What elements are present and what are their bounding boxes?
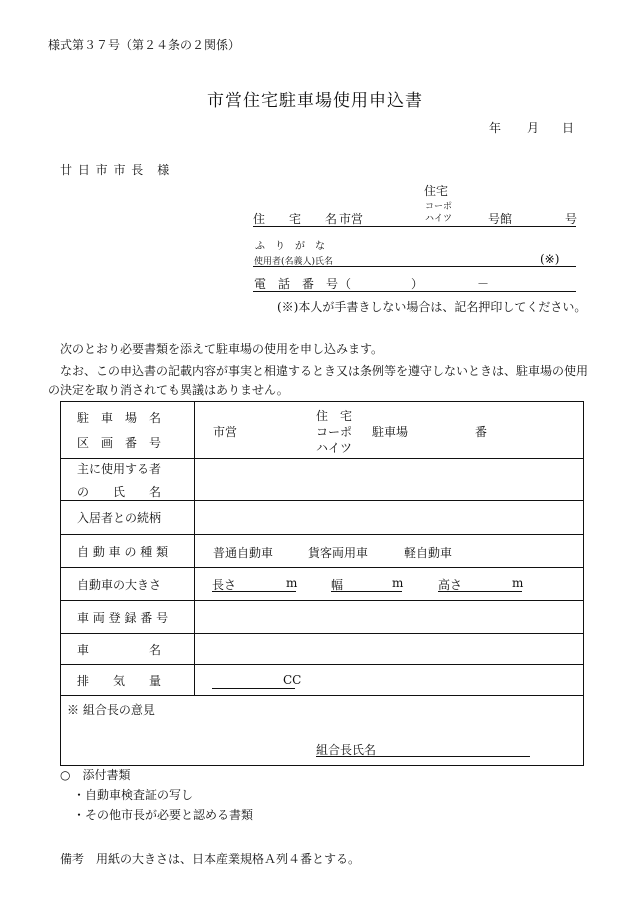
- housing-type-copo: コーポ: [425, 202, 453, 212]
- address-line[interactable]: [253, 210, 576, 227]
- handwriting-note: (※)本人が手書きしない場合は、記名押印してください。: [277, 300, 587, 314]
- user-name-field[interactable]: [195, 459, 584, 501]
- parking-number-suffix: 番: [475, 425, 488, 439]
- housing-type-jutaku: 住宅: [424, 184, 449, 198]
- parking-name-label: 駐 車 場 名: [77, 411, 162, 425]
- addressee: 廿 日 市 市 長 様: [60, 163, 171, 177]
- address-label: 住 宅 名: [253, 212, 338, 226]
- table-row-displacement: [61, 665, 584, 696]
- table-row-parking: [61, 402, 584, 459]
- car-name-field[interactable]: [195, 634, 584, 665]
- displacement-field[interactable]: [195, 665, 584, 696]
- width-unit: m: [392, 576, 404, 590]
- width-label: 幅: [331, 578, 344, 592]
- vehicle-size-label: 自動車の大きさ: [61, 568, 195, 601]
- relation-label: 入居者との続柄: [61, 501, 195, 535]
- parking-value-cell[interactable]: [195, 402, 584, 459]
- car-name-label: 車 名: [61, 634, 195, 665]
- parking-type-heights: ハイツ: [316, 441, 353, 455]
- statement-line-2: なお、この申込書の記載内容が事実と相違するとき又は条例等を遵守しないときは、駐車場の使用: [60, 364, 589, 378]
- attachments-heading: ○ 添付書類: [60, 768, 131, 782]
- option-regular-car[interactable]: 普通自動車: [213, 546, 274, 560]
- parking-type-jutaku: 住 宅: [316, 409, 353, 423]
- table-row-vehicle-type: [61, 535, 584, 568]
- housing-type-heights: ハイツ: [425, 214, 453, 224]
- parking-prefix: 市営: [213, 425, 238, 439]
- table-row-opinion: [61, 696, 584, 766]
- width-input[interactable]: [331, 576, 402, 592]
- option-passenger-cargo[interactable]: 貨客両用車: [308, 546, 369, 560]
- displacement-label: 排 気 量: [61, 665, 195, 696]
- remarks: 備考 用紙の大きさは、日本産業規格Ａ列４番とする。: [60, 852, 361, 866]
- height-unit: m: [512, 576, 524, 590]
- length-input[interactable]: [212, 576, 296, 592]
- name-label: 使用者(名義人)氏名: [254, 257, 334, 267]
- parking-label: 駐車場: [372, 425, 409, 439]
- height-label: 高さ: [438, 578, 463, 592]
- relation-field[interactable]: [195, 501, 584, 535]
- name-line[interactable]: [253, 252, 576, 267]
- height-input[interactable]: [438, 576, 522, 592]
- statement-line-1: 次のとおり必要書類を添えて駐車場の使用を申し込みます。: [60, 342, 384, 356]
- parking-label-cell: [61, 402, 195, 459]
- registration-field[interactable]: [195, 601, 584, 634]
- table-row-vehicle-size: [61, 568, 584, 601]
- vehicle-size-field[interactable]: [195, 568, 584, 601]
- date-month-label: 月: [527, 121, 540, 135]
- seal-mark: (※): [540, 252, 560, 266]
- section-number-label: 区 画 番 号: [77, 436, 162, 450]
- building-suffix: 号館: [488, 212, 513, 226]
- user-label-2: の 氏 名: [77, 484, 162, 499]
- chairman-signature-line[interactable]: [316, 741, 530, 757]
- opinion-label: ※ 組合長の意見: [67, 703, 155, 717]
- date-day-label: 日: [562, 121, 575, 135]
- length-unit: m: [286, 576, 298, 590]
- table-row-relation: [61, 501, 584, 535]
- chairman-name-label: 組合長氏名: [316, 743, 377, 757]
- date-year-label: 年: [489, 121, 502, 135]
- attachment-item-inspection: ・自動車検査証の写し: [73, 788, 194, 802]
- room-suffix: 号: [565, 212, 578, 226]
- registration-label: 車 両 登 録 番 号: [61, 601, 195, 634]
- vehicle-type-label: 自 動 車 の 種 類: [61, 535, 195, 568]
- opinion-cell[interactable]: [61, 696, 584, 766]
- option-light-car[interactable]: 軽自動車: [404, 546, 453, 560]
- displacement-unit: CC: [283, 673, 302, 687]
- application-table: [60, 401, 584, 766]
- page-title: 市営住宅駐車場使用申込書: [207, 91, 423, 111]
- table-row-user: [61, 459, 584, 501]
- user-label-1: 主に使用する者: [77, 461, 162, 476]
- form-number: 様式第３７号（第２４条の２関係）: [48, 38, 241, 52]
- table-row-registration: [61, 601, 584, 634]
- phone-line[interactable]: [253, 275, 576, 292]
- statement-line-3: の決定を取り消されても異議はありません。: [48, 383, 289, 397]
- user-label-cell: [61, 459, 195, 501]
- length-label: 長さ: [212, 578, 237, 592]
- phone-label: 電 話 番 号: [254, 277, 339, 291]
- furigana-label: ふ り が な: [255, 241, 325, 252]
- displacement-input[interactable]: [212, 673, 302, 689]
- table-row-car-name: [61, 634, 584, 665]
- vehicle-type-field[interactable]: [195, 535, 584, 568]
- address-prefix: 市営: [339, 212, 364, 226]
- attachment-item-other: ・その他市長が必要と認める書類: [73, 808, 254, 822]
- phone-format: （ ） －: [339, 277, 490, 291]
- parking-type-copo: コーポ: [316, 425, 353, 439]
